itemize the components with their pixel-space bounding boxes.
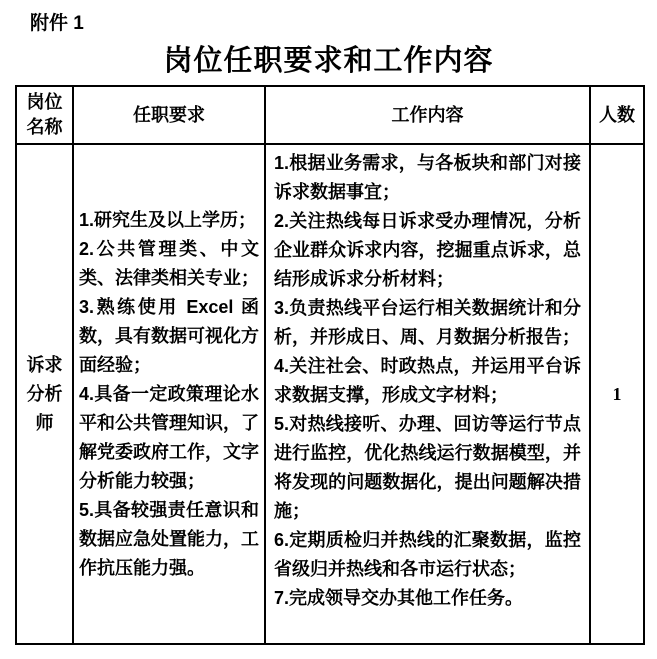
duty-item: 4.关注社会、时政热点，并运用平台诉求数据支撑，形成文字材料； bbox=[274, 356, 581, 405]
duty-item: 6.定期质检归并热线的汇聚数据，监控省级归并热线和各市运行状态； bbox=[274, 530, 581, 579]
duty-item: 5.对热线接听、办理、回访等运行节点进行监控，优化热线运行数据模型，并将发现的问题数据化，提出问题解决措施； bbox=[274, 414, 581, 521]
requirement-item: 4.具备一定政策理论水平和公共管理知识，了解党委政府工作，文字分析能力较强； bbox=[79, 383, 259, 491]
requirement-item: 2.公共管理类、中文类、法律类相关专业； bbox=[79, 238, 259, 288]
positions-table bbox=[15, 85, 645, 645]
header-position-name: 岗位名称 bbox=[17, 87, 74, 145]
header-duties: 工作内容 bbox=[266, 87, 591, 145]
page-title: 岗位任职要求和工作内容 bbox=[163, 45, 494, 77]
cell-requirements bbox=[74, 145, 266, 643]
attachment-label: 附件 1 bbox=[30, 13, 84, 34]
requirement-item: 5.具备较强责任意识和数据应急处置能力，工作抗压能力强。 bbox=[79, 499, 259, 578]
header-headcount: 人数 bbox=[591, 87, 643, 145]
duty-item: 2.关注热线每日诉求受办理情况，分析企业群众诉求内容，挖掘重点诉求，总结形成诉求分析材料； bbox=[274, 211, 581, 289]
duty-item: 1.根据业务需求，与各板块和部门对接诉求数据事宜； bbox=[274, 153, 581, 202]
duty-item: 3.负责热线平台运行相关数据统计和分析，并形成日、周、月数据分析报告； bbox=[274, 298, 581, 347]
cell-position-name: 诉求分析师 bbox=[17, 145, 74, 643]
cell-headcount: 1 bbox=[612, 383, 622, 404]
duty-item: 7.完成领导交办其他工作任务。 bbox=[274, 588, 524, 608]
header-requirements: 任职要求 bbox=[74, 87, 266, 145]
requirement-item: 1.研究生及以上学历； bbox=[79, 209, 257, 230]
cell-duties bbox=[266, 145, 591, 643]
requirement-item: 3.熟练使用 Excel 函数，具有数据可视化方面经验； bbox=[79, 296, 259, 375]
